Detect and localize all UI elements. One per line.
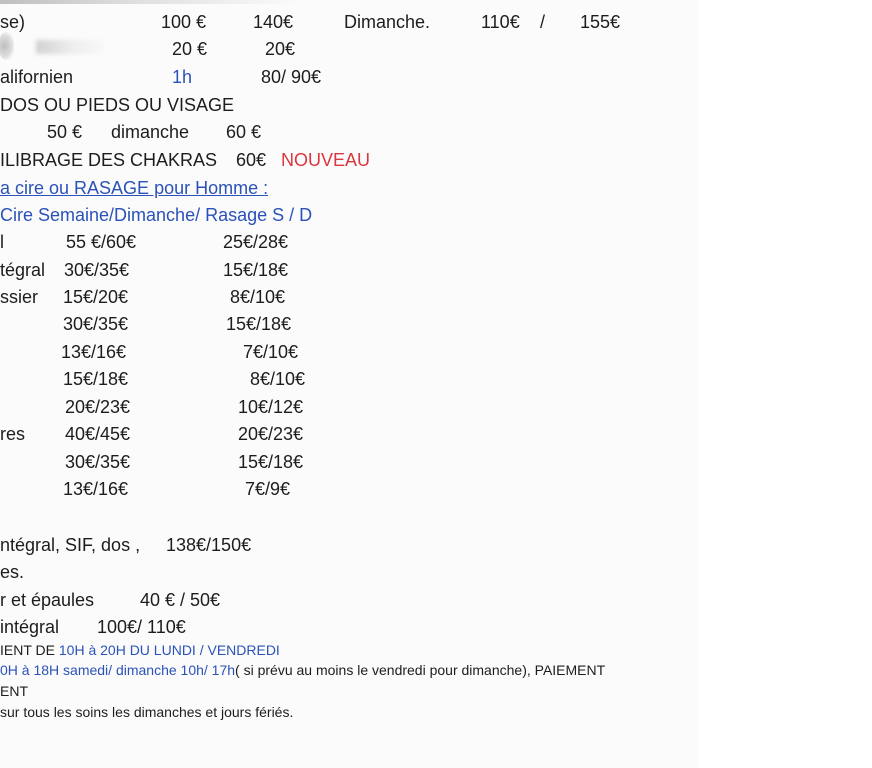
price-sunday-long: 155€	[580, 12, 621, 32]
cire-price: 55 €/60€	[66, 232, 137, 252]
rasage-price: 15€/18€	[226, 314, 292, 334]
rasage-price: 15€/18€	[223, 260, 289, 280]
service-label: ILIBRAGE DES CHAKRAS	[0, 150, 218, 170]
rasage-price: 15€/18€	[238, 452, 304, 472]
cire-price: 40€/45€	[65, 424, 131, 444]
rasage-price: 10€/12€	[238, 397, 304, 417]
rasage-price: 7€/9€	[245, 479, 291, 499]
hours-note-prefix: IENT DE	[0, 642, 59, 658]
sunday-label: dimanche	[111, 122, 190, 142]
hours-note	[0, 641, 280, 659]
separator: /	[540, 12, 546, 32]
sunday-label: Dimanche.	[344, 12, 431, 32]
row-label: res	[0, 424, 26, 444]
service-label: se)	[0, 12, 26, 32]
price: 80/ 90€	[261, 67, 322, 87]
price-sunday: 110€	[481, 12, 520, 32]
cire-price: 30€/35€	[65, 452, 131, 472]
sunday-note: sur tous les soins les dimanches et jours fériés.	[0, 704, 294, 720]
duration: 1h	[172, 67, 193, 87]
price-sunday: 20€	[265, 39, 296, 59]
price-week-long: 140€	[253, 12, 294, 32]
package-price: 138€/150€	[166, 535, 252, 555]
price-sunday: 60 €	[226, 122, 262, 142]
price-week: 20 €	[172, 39, 208, 59]
rasage-price: 20€/23€	[238, 424, 304, 444]
package-price: 100€/ 110€	[97, 617, 186, 637]
section-title: a cire ou RASAGE pour Homme :	[0, 178, 269, 198]
row-label: l	[0, 232, 4, 252]
package-label: ntégral, SIF, dos ,	[0, 535, 141, 555]
price-week: 50 €	[47, 122, 83, 142]
hours-weekend-condition: ( si prévu au moins le vendredi pour dimanche), PAIEMENT	[235, 662, 606, 678]
page-margin	[698, 0, 872, 768]
cire-price: 13€/16€	[61, 342, 127, 362]
payment-note: ENT	[0, 683, 28, 699]
service-label: DOS OU PIEDS OU VISAGE	[0, 95, 235, 115]
package-label: es.	[0, 562, 25, 582]
cire-price: 30€/35€	[64, 260, 130, 280]
package-label: intégral	[0, 617, 60, 637]
rasage-price: 7€/10€	[243, 342, 299, 362]
cire-price: 15€/20€	[63, 287, 129, 307]
service-label: alifornien	[0, 67, 74, 87]
price: 60€	[236, 150, 267, 170]
cire-price: 30€/35€	[63, 314, 129, 334]
cire-price: 13€/16€	[63, 479, 129, 499]
hours-note	[0, 661, 605, 679]
hours-weekend: 0H à 18H samedi/ dimanche 10h/ 17h	[0, 662, 236, 678]
hours-weekday: 10H à 20H DU LUNDI / VENDREDI	[58, 642, 280, 658]
price-week: 100 €	[161, 12, 207, 32]
blurred-text	[36, 40, 110, 54]
cire-price: 20€/23€	[65, 397, 131, 417]
rasage-price: 8€/10€	[230, 287, 286, 307]
package-label: r et épaules	[0, 590, 95, 610]
new-badge: NOUVEAU	[281, 150, 371, 170]
cire-price: 15€/18€	[63, 369, 129, 389]
cropped-top-text	[0, 0, 300, 4]
package-price: 40 € / 50€	[140, 590, 221, 610]
rasage-price: 8€/10€	[250, 369, 306, 389]
row-label: ssier	[0, 287, 39, 307]
row-label: tégral	[0, 260, 46, 280]
table-header: Cire Semaine/Dimanche/ Rasage S / D	[0, 205, 313, 225]
photo-artifact	[0, 32, 14, 60]
rasage-price: 25€/28€	[223, 232, 289, 252]
